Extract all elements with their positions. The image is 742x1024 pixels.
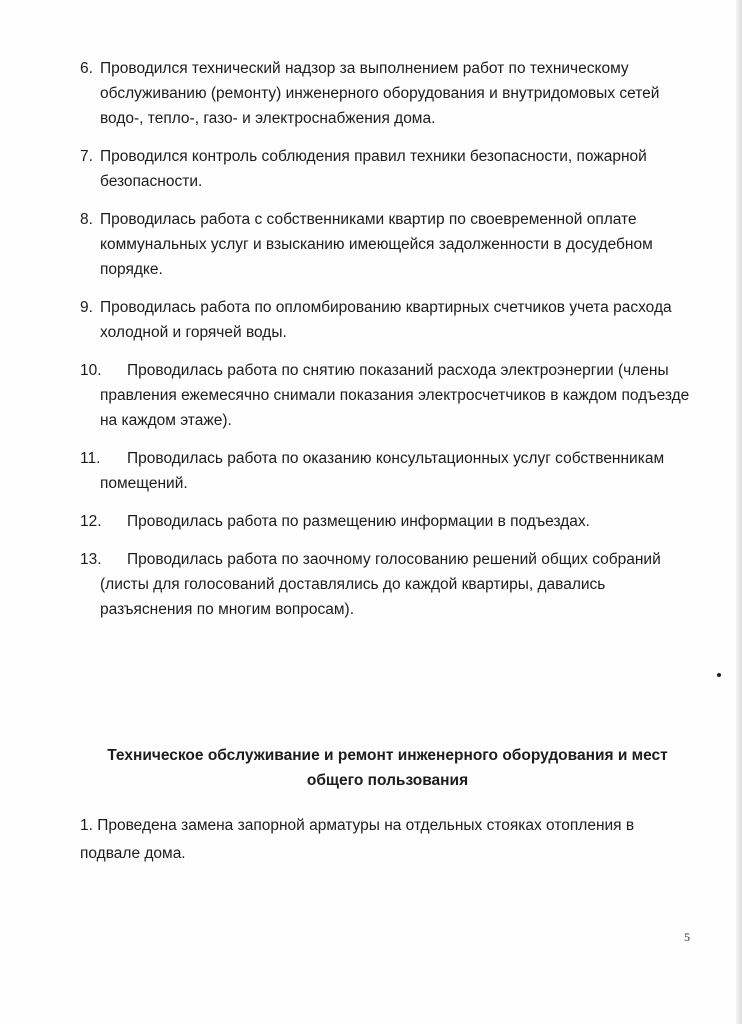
list-item-text: Проводилась работа по опломбированию квартирных счетчиков учета расхода холодной и горячей воды. — [100, 299, 672, 341]
list-item-text: Проводилась работа по размещению информации в подъездах. — [127, 513, 590, 530]
list-item-number: 7. — [80, 148, 93, 165]
list-item-number: 6. — [80, 60, 93, 77]
list-item-text: Проводилась работа по заочному голосованию решений общих собраний (листы для голосований доставлялись до каждой квартиры, давались разъяснения по многим вопросам). — [100, 551, 661, 618]
list-item-number: 9. — [80, 299, 93, 316]
list-item — [80, 295, 695, 345]
list-item-number: 12. — [80, 513, 102, 530]
list-item — [80, 446, 695, 496]
list-item-number: 13. — [80, 551, 102, 568]
list-item — [80, 509, 695, 534]
list-item — [80, 358, 695, 433]
list-item-text: Проводилась работа по снятию показаний расхода электроэнергии (члены правления ежемесячно снимали показания электросчетчиков в каждом подъезде на каждом этаже). — [100, 362, 690, 429]
scan-speck — [717, 673, 721, 677]
list-item — [80, 144, 695, 194]
list-item-number: 10. — [80, 362, 102, 379]
list-item-text: Проводился контроль соблюдения правил техники безопасности, пожарной безопасности. — [100, 148, 647, 190]
list-item-text: Проводилась работа с собственниками квартир по своевременной оплате коммунальных услуг и взысканию имеющейся задолженности в досудебном порядке. — [100, 211, 653, 278]
section-paragraph: 1. Проведена замена запорной арматуры на отдельных стояках отопления в подвале дома. — [80, 817, 635, 862]
section-heading: Техническое обслуживание и ремонт инженерного оборудования и мест общего пользования — [107, 747, 668, 789]
list-item — [80, 207, 695, 282]
page-edge-shadow — [736, 0, 742, 1024]
list-item — [80, 547, 695, 622]
list-item-text: Проводилась работа по оказанию консультационных услуг собственникам помещений. — [100, 450, 665, 492]
list-item-number: 8. — [80, 211, 93, 228]
list-item-number: 11. — [80, 450, 101, 467]
list-item — [80, 56, 695, 131]
list-item-text: Проводился технический надзор за выполнением работ по техническому обслуживанию (ремонту) инженерного оборудования и внутридомовых сетей водо-, тепло-, газо- и электроснабжения дома. — [100, 60, 660, 127]
page-number: 5 — [684, 930, 690, 944]
activity-list — [80, 56, 695, 635]
